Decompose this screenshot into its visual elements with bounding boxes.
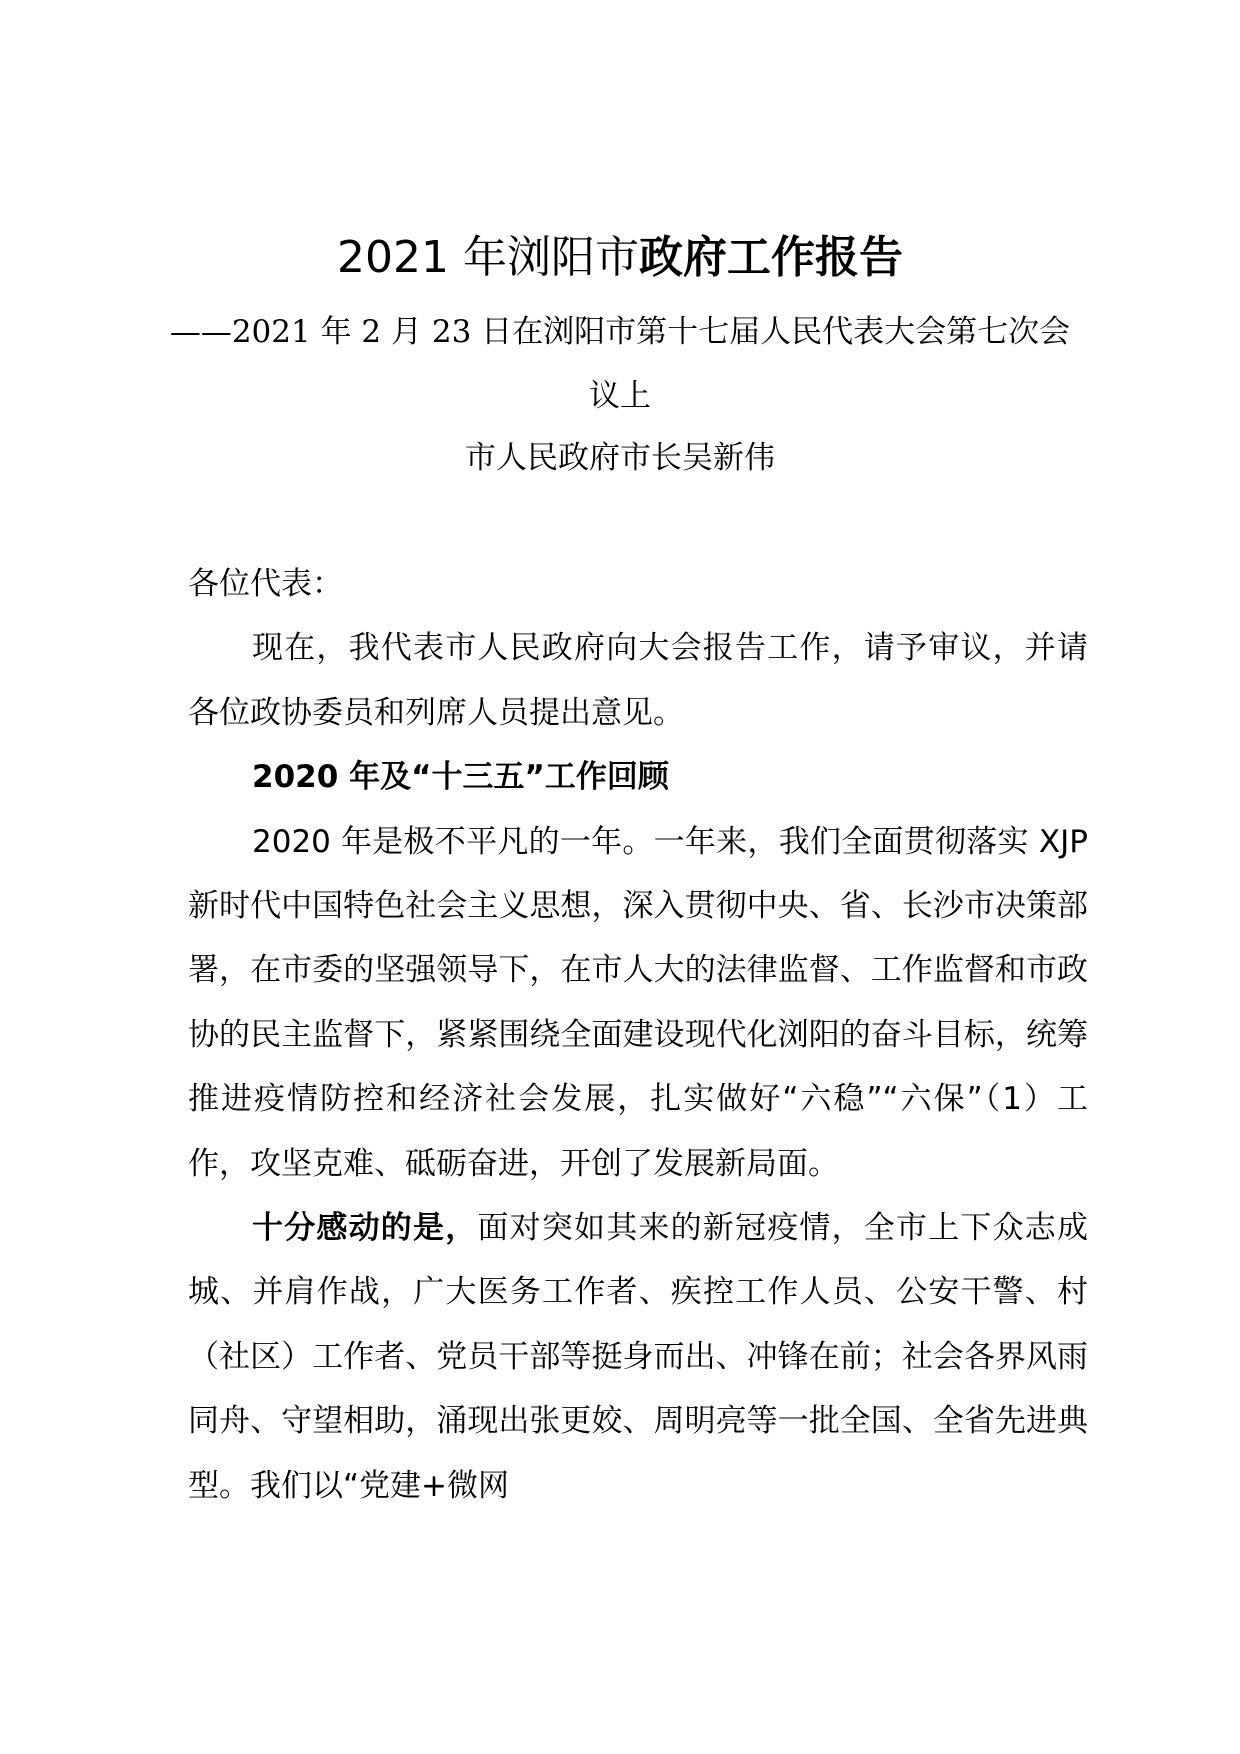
paragraph-intro: 现在，我代表市人民政府向大会报告工作，请予审议，并请各位政协委员和列席人员提出意见。 [188, 630, 1088, 731]
paragraph-epidemic-text: 面对突如其来的新冠疫情，全市上下众志成城、并肩作战，广大医务工作者、疾控工作人员、公安干警、村（社区）工作者、党员干部等挺身而出、冲锋在前；社会各界风雨同舟、守望相助，涌现出张更姣、周明亮等一批全国、全省先进典型。我们以“党建+微网 [188, 1210, 1089, 1504]
section-heading: 2020 年及“十三五”工作回顾 [252, 759, 669, 796]
paragraph-review: 2020 年是极不平凡的一年。一年来，我们全面贯彻落实 XJP 新时代中国特色社会主义思想，深入贯彻中央、省、长沙市决策部署，在市委的坚强领导下，在市人大的法律监督、工作监督和市政协的民主监督下，紧紧围绕全面建设现代化浏阳的奋斗目标，统筹推进疫情防控和经济社会发展，扎实做好“六稳”“六保”（1）工作，攻坚克难、砥砺奋进，开创了发展新局面。 [188, 823, 1088, 1182]
title-bold: 政府工作报告 [638, 232, 903, 283]
document-byline: 市人民政府市长吴新伟 [465, 440, 775, 476]
salutation: 各位代表： [188, 566, 343, 602]
paragraph-epidemic [188, 1196, 1088, 1518]
title-prefix: 2021 年浏阳市 [337, 232, 639, 283]
paragraph-lead: 十分感动的是， [252, 1210, 478, 1247]
document-subtitle: ——2021 年 2 月 23 日在浏阳市第十七届人民代表大会第七次会议上 [169, 314, 1071, 414]
document-title [0, 228, 1240, 288]
document-body [188, 552, 1088, 1518]
